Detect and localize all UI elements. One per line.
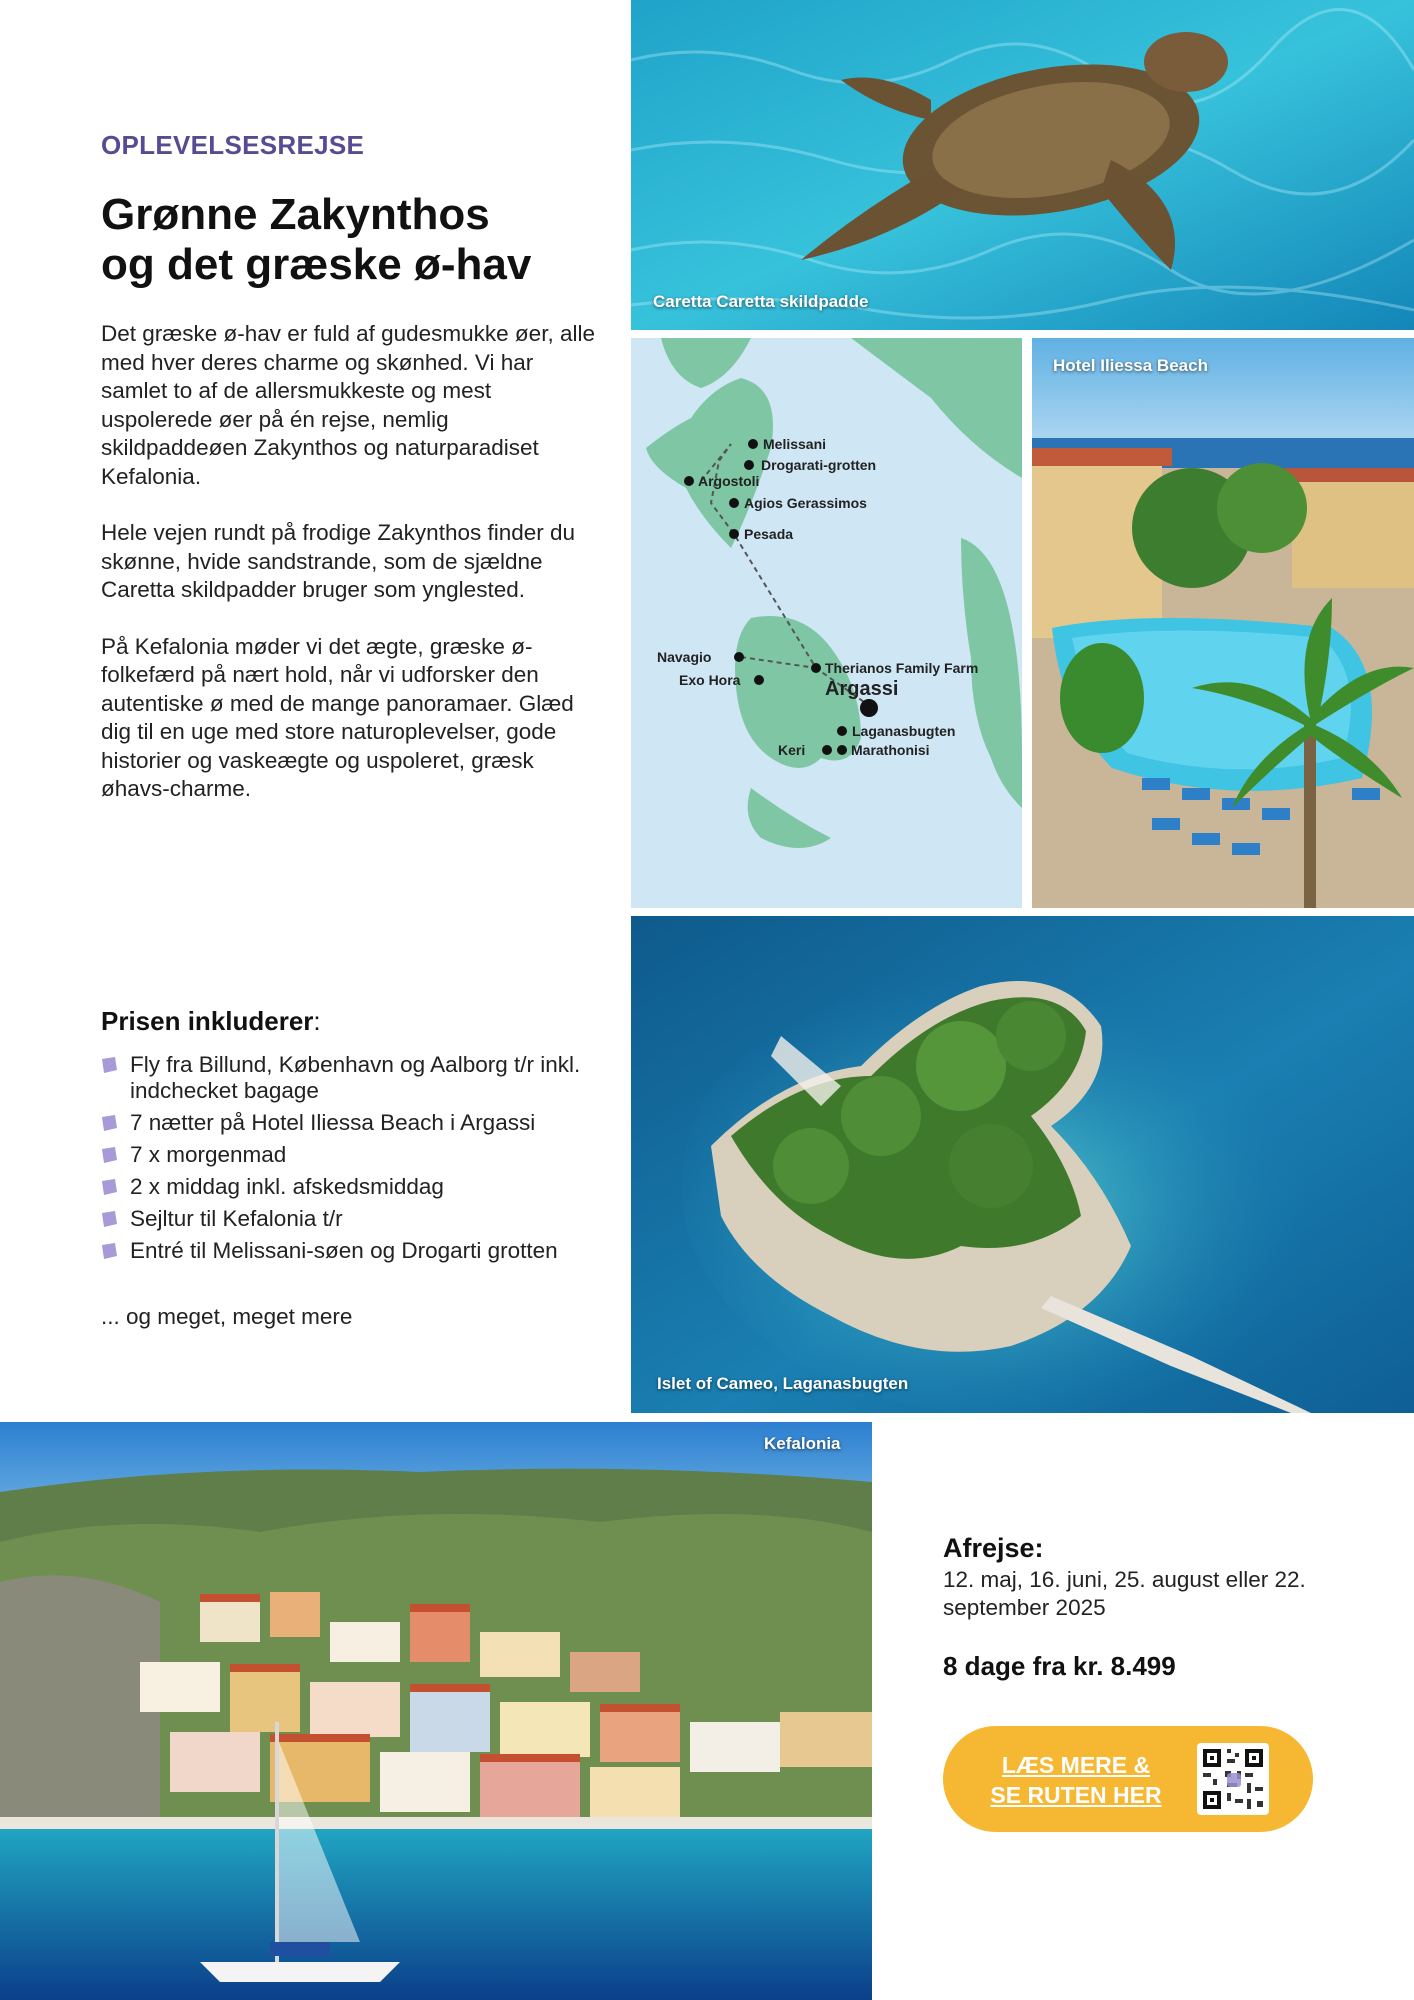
list-item bbox=[101, 1142, 591, 1168]
headline-line-1: Grønne Zakynthos bbox=[101, 190, 490, 239]
intro-text bbox=[101, 320, 601, 832]
map-label-navagio: Navagio bbox=[657, 649, 712, 665]
turtle-caption: Caretta Caretta skildpadde bbox=[653, 292, 869, 311]
list-item-text: Entré til Melissani-søen og Drogarti grotten bbox=[130, 1238, 558, 1263]
list-item bbox=[101, 1174, 591, 1200]
hotel-photo bbox=[1032, 338, 1414, 908]
map-label-argostoli: Argostoli bbox=[698, 473, 760, 489]
map-label-laganas: Laganasbugten bbox=[852, 723, 956, 739]
map-label-drogarati: Drogarati-grotten bbox=[761, 457, 877, 473]
list-item-text: 7 x morgenmad bbox=[130, 1142, 287, 1167]
list-item bbox=[101, 1238, 591, 1264]
list-item bbox=[101, 1110, 591, 1136]
bullet-icon bbox=[101, 1178, 118, 1196]
islet-photo bbox=[631, 916, 1414, 1413]
map-label-pesada: Pesada bbox=[744, 526, 794, 542]
kefalonia-caption: Kefalonia bbox=[764, 1434, 841, 1453]
cta-line-1[interactable]: LÆS MERE & bbox=[1001, 1752, 1151, 1778]
islet-caption: Islet of Cameo, Laganasbugten bbox=[657, 1374, 909, 1393]
read-more-label[interactable] bbox=[971, 1750, 1181, 1810]
included-title bbox=[101, 1006, 321, 1037]
list-item-text: Sejltur til Kefalonia t/r bbox=[130, 1206, 343, 1231]
departure-title: Afrejse: bbox=[943, 1533, 1044, 1563]
bullet-icon bbox=[101, 1146, 118, 1164]
map-label-exo-hora: Exo Hora bbox=[679, 672, 741, 688]
bullet-icon bbox=[101, 1114, 118, 1132]
map-label-argassi: Argassi bbox=[825, 678, 899, 700]
list-item-text: Fly fra Billund, København og Aalborg t/r inkl. indchecket bagage bbox=[130, 1052, 581, 1103]
map-label-agios: Agios Gerassimos bbox=[744, 495, 867, 511]
list-item-text: 7 nætter på Hotel Iliessa Beach i Argassi bbox=[130, 1110, 536, 1135]
list-item-text: 2 x middag inkl. afskedsmiddag bbox=[130, 1174, 444, 1199]
bullet-icon bbox=[101, 1210, 118, 1228]
intro-paragraph-1: Det græske ø-hav er fuld af gudesmukke øer, alle med hver deres charme og skønhed. Vi har samlet to af de allersmukkeste og mest uspolerede øer på én rejse, nemlig skildpaddeøen Zakynthos og naturparadiset Kefalonia. bbox=[101, 321, 595, 489]
map-label-therianos: Therianos Family Farm bbox=[825, 660, 979, 676]
included-list bbox=[101, 1052, 591, 1270]
qr-code-icon[interactable] bbox=[1197, 1743, 1269, 1815]
headline bbox=[101, 190, 621, 290]
hotel-caption: Hotel Iliessa Beach bbox=[1053, 356, 1208, 375]
turtle-photo bbox=[631, 0, 1414, 330]
bullet-icon bbox=[101, 1242, 118, 1260]
kicker: OPLEVELSESREJSE bbox=[101, 130, 365, 160]
included-title-colon: : bbox=[313, 1006, 321, 1036]
included-title-text: Prisen inkluderer bbox=[101, 1006, 314, 1036]
list-item bbox=[101, 1206, 591, 1232]
intro-paragraph-2: Hele vejen rundt på frodige Zakynthos finder du skønne, hvide sandstrande, som de sjældne Caretta skildpadder bruger som ynglested. bbox=[101, 520, 576, 602]
list-item bbox=[101, 1052, 591, 1104]
departure-dates: 12. maj, 16. juni, 25. august eller 22. september 2025 bbox=[943, 1567, 1306, 1620]
map-label-marathonisi: Marathonisi bbox=[851, 742, 930, 758]
bullet-icon bbox=[101, 1056, 118, 1074]
map-label-keri: Keri bbox=[778, 742, 806, 758]
intro-paragraph-3: På Kefalonia møder vi det ægte, græske ø-folkefærd på nært hold, når vi udforsker den autentiske ø med de mange panoramaer. Glæd dig til en uge med store naturoplevelser, gode historier og vaskeægte og uspoleret, græsk øhavs-charme. bbox=[101, 633, 574, 801]
kefalonia-photo bbox=[0, 1422, 872, 2000]
cta-line-2[interactable]: SE RUTEN HER bbox=[990, 1782, 1162, 1808]
price: 8 dage fra kr. 8.499 bbox=[943, 1651, 1176, 1681]
map-label-melissani: Melissani bbox=[763, 436, 827, 452]
more-text: ... og meget, meget mere bbox=[101, 1304, 353, 1329]
read-more-button[interactable] bbox=[943, 1726, 1313, 1832]
headline-line-2: og det græske ø-hav bbox=[101, 240, 532, 290]
route-map bbox=[631, 338, 1022, 908]
